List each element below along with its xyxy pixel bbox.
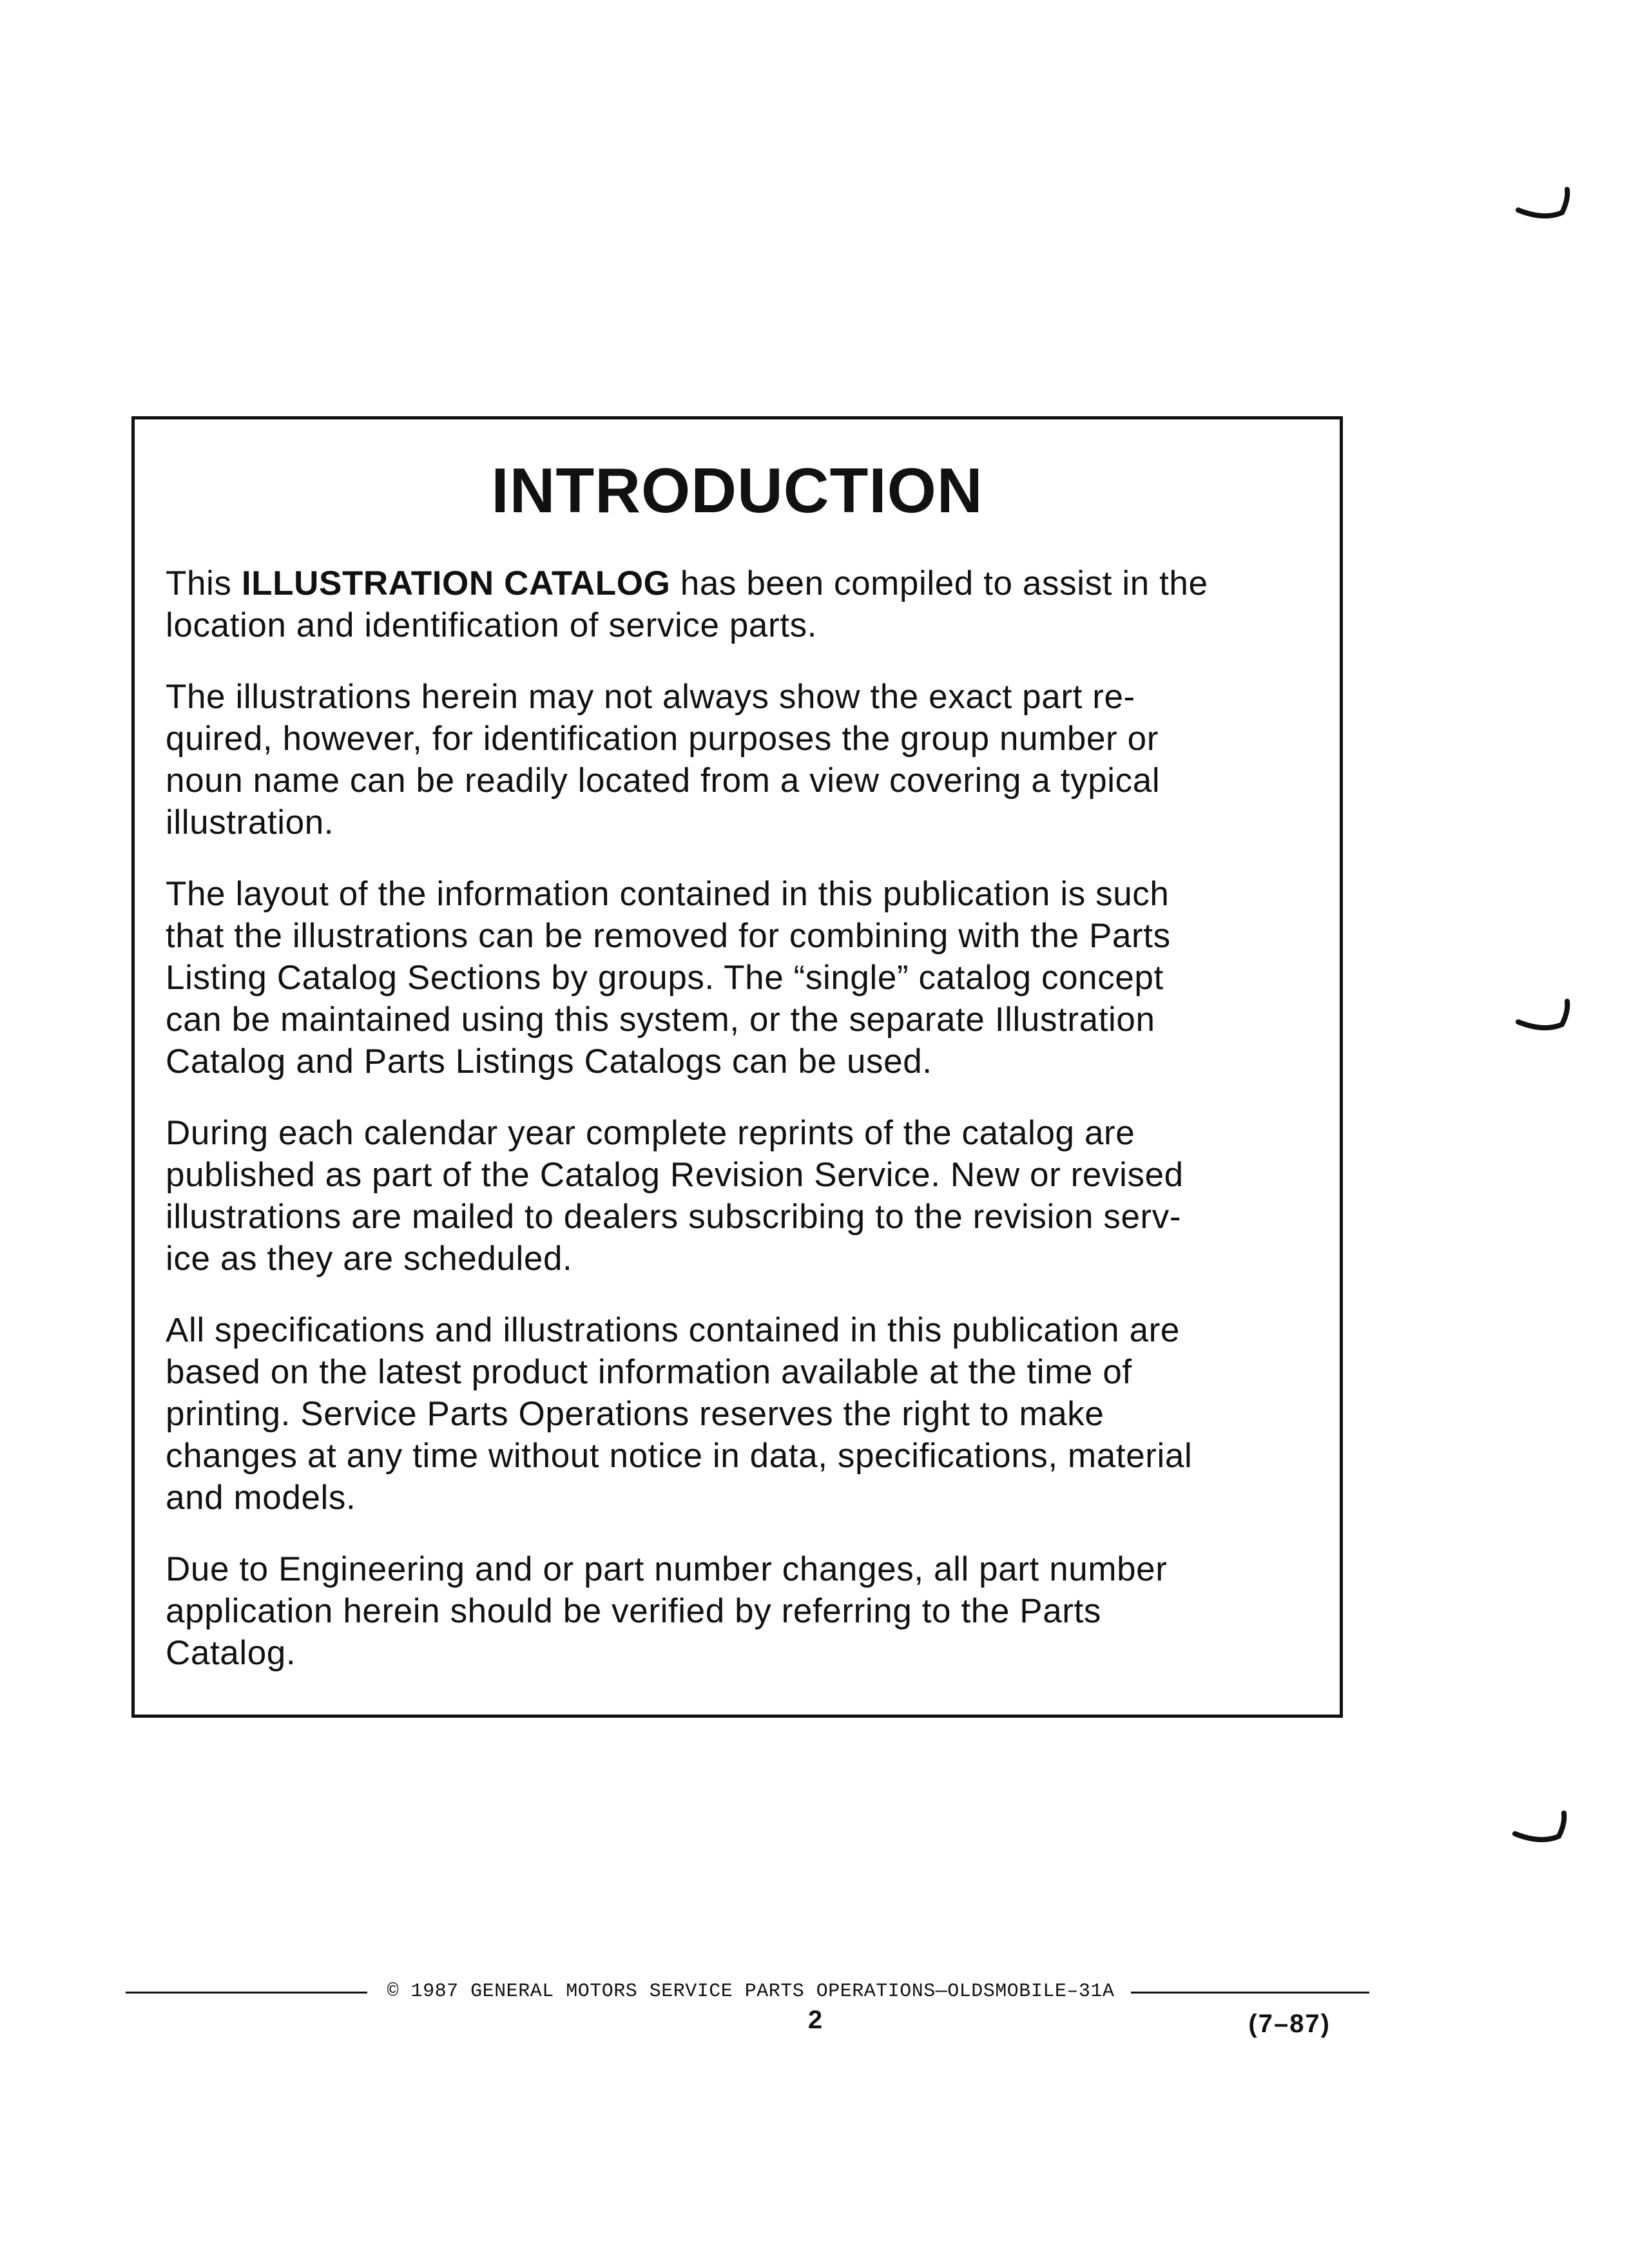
footer-rule-right bbox=[1131, 1992, 1369, 1994]
introduction-body bbox=[166, 562, 1316, 1674]
binder-hole-mark-middle bbox=[1514, 992, 1572, 1044]
paragraph-purpose bbox=[166, 562, 1316, 646]
paragraph-illustrations: The illustrations herein may not always show the exact part re- quired, however, for identification purposes the group number or noun name can be readily located from a view covering a typical illustration. bbox=[166, 678, 1161, 841]
page-number: 2 bbox=[807, 2006, 823, 2034]
paragraph-layout: The layout of the information contained in this publication is such that the illustrations can be removed for combining with the Parts Listing Catalog Sections by groups. The “single” catalog concept can be maintained using this system, or the separate Illustration Catalog and Parts Listings Catalogs can be used. bbox=[166, 875, 1171, 1081]
revision-date: (7–87) bbox=[1248, 2010, 1331, 2038]
paragraph-engineering-changes: Due to Engineering and or part number changes, all part number application herein should be verified by referring to the Parts Catalog. bbox=[166, 1550, 1168, 1672]
catalog-name: ILLUSTRATION CATALOG bbox=[241, 564, 671, 602]
binder-hole-mark-bottom bbox=[1511, 1804, 1569, 1856]
page-footer bbox=[126, 1962, 1369, 2059]
copyright-notice: © 1987 GENERAL MOTORS SERVICE PARTS OPERATIONS—OLDSMOBILE–31A bbox=[387, 1981, 1115, 2003]
paragraph-reprints: During each calendar year complete reprints of the catalog are published as part of the Catalog Revision Service. New or revised illustrations are mailed to dealers subscribing to the revision serv- ice as they are scheduled. bbox=[166, 1114, 1184, 1278]
paragraph-purpose-lead: This bbox=[166, 564, 242, 602]
page-title: INTRODUCTION bbox=[491, 455, 983, 526]
binder-hole-mark-top bbox=[1514, 180, 1572, 232]
paragraph-specifications: All specifications and illustrations contained in this publication are based on the latest product information available at the time of printing. Service Parts Operations reserves the right to make changes at any time without notice in data, specifications, material and models. bbox=[166, 1311, 1193, 1517]
paragraph-purpose-rest: has been compiled to assist in the location and identification of service parts. bbox=[166, 564, 1208, 644]
introduction-box bbox=[131, 416, 1343, 1718]
footer-rule-left bbox=[126, 1992, 367, 1994]
